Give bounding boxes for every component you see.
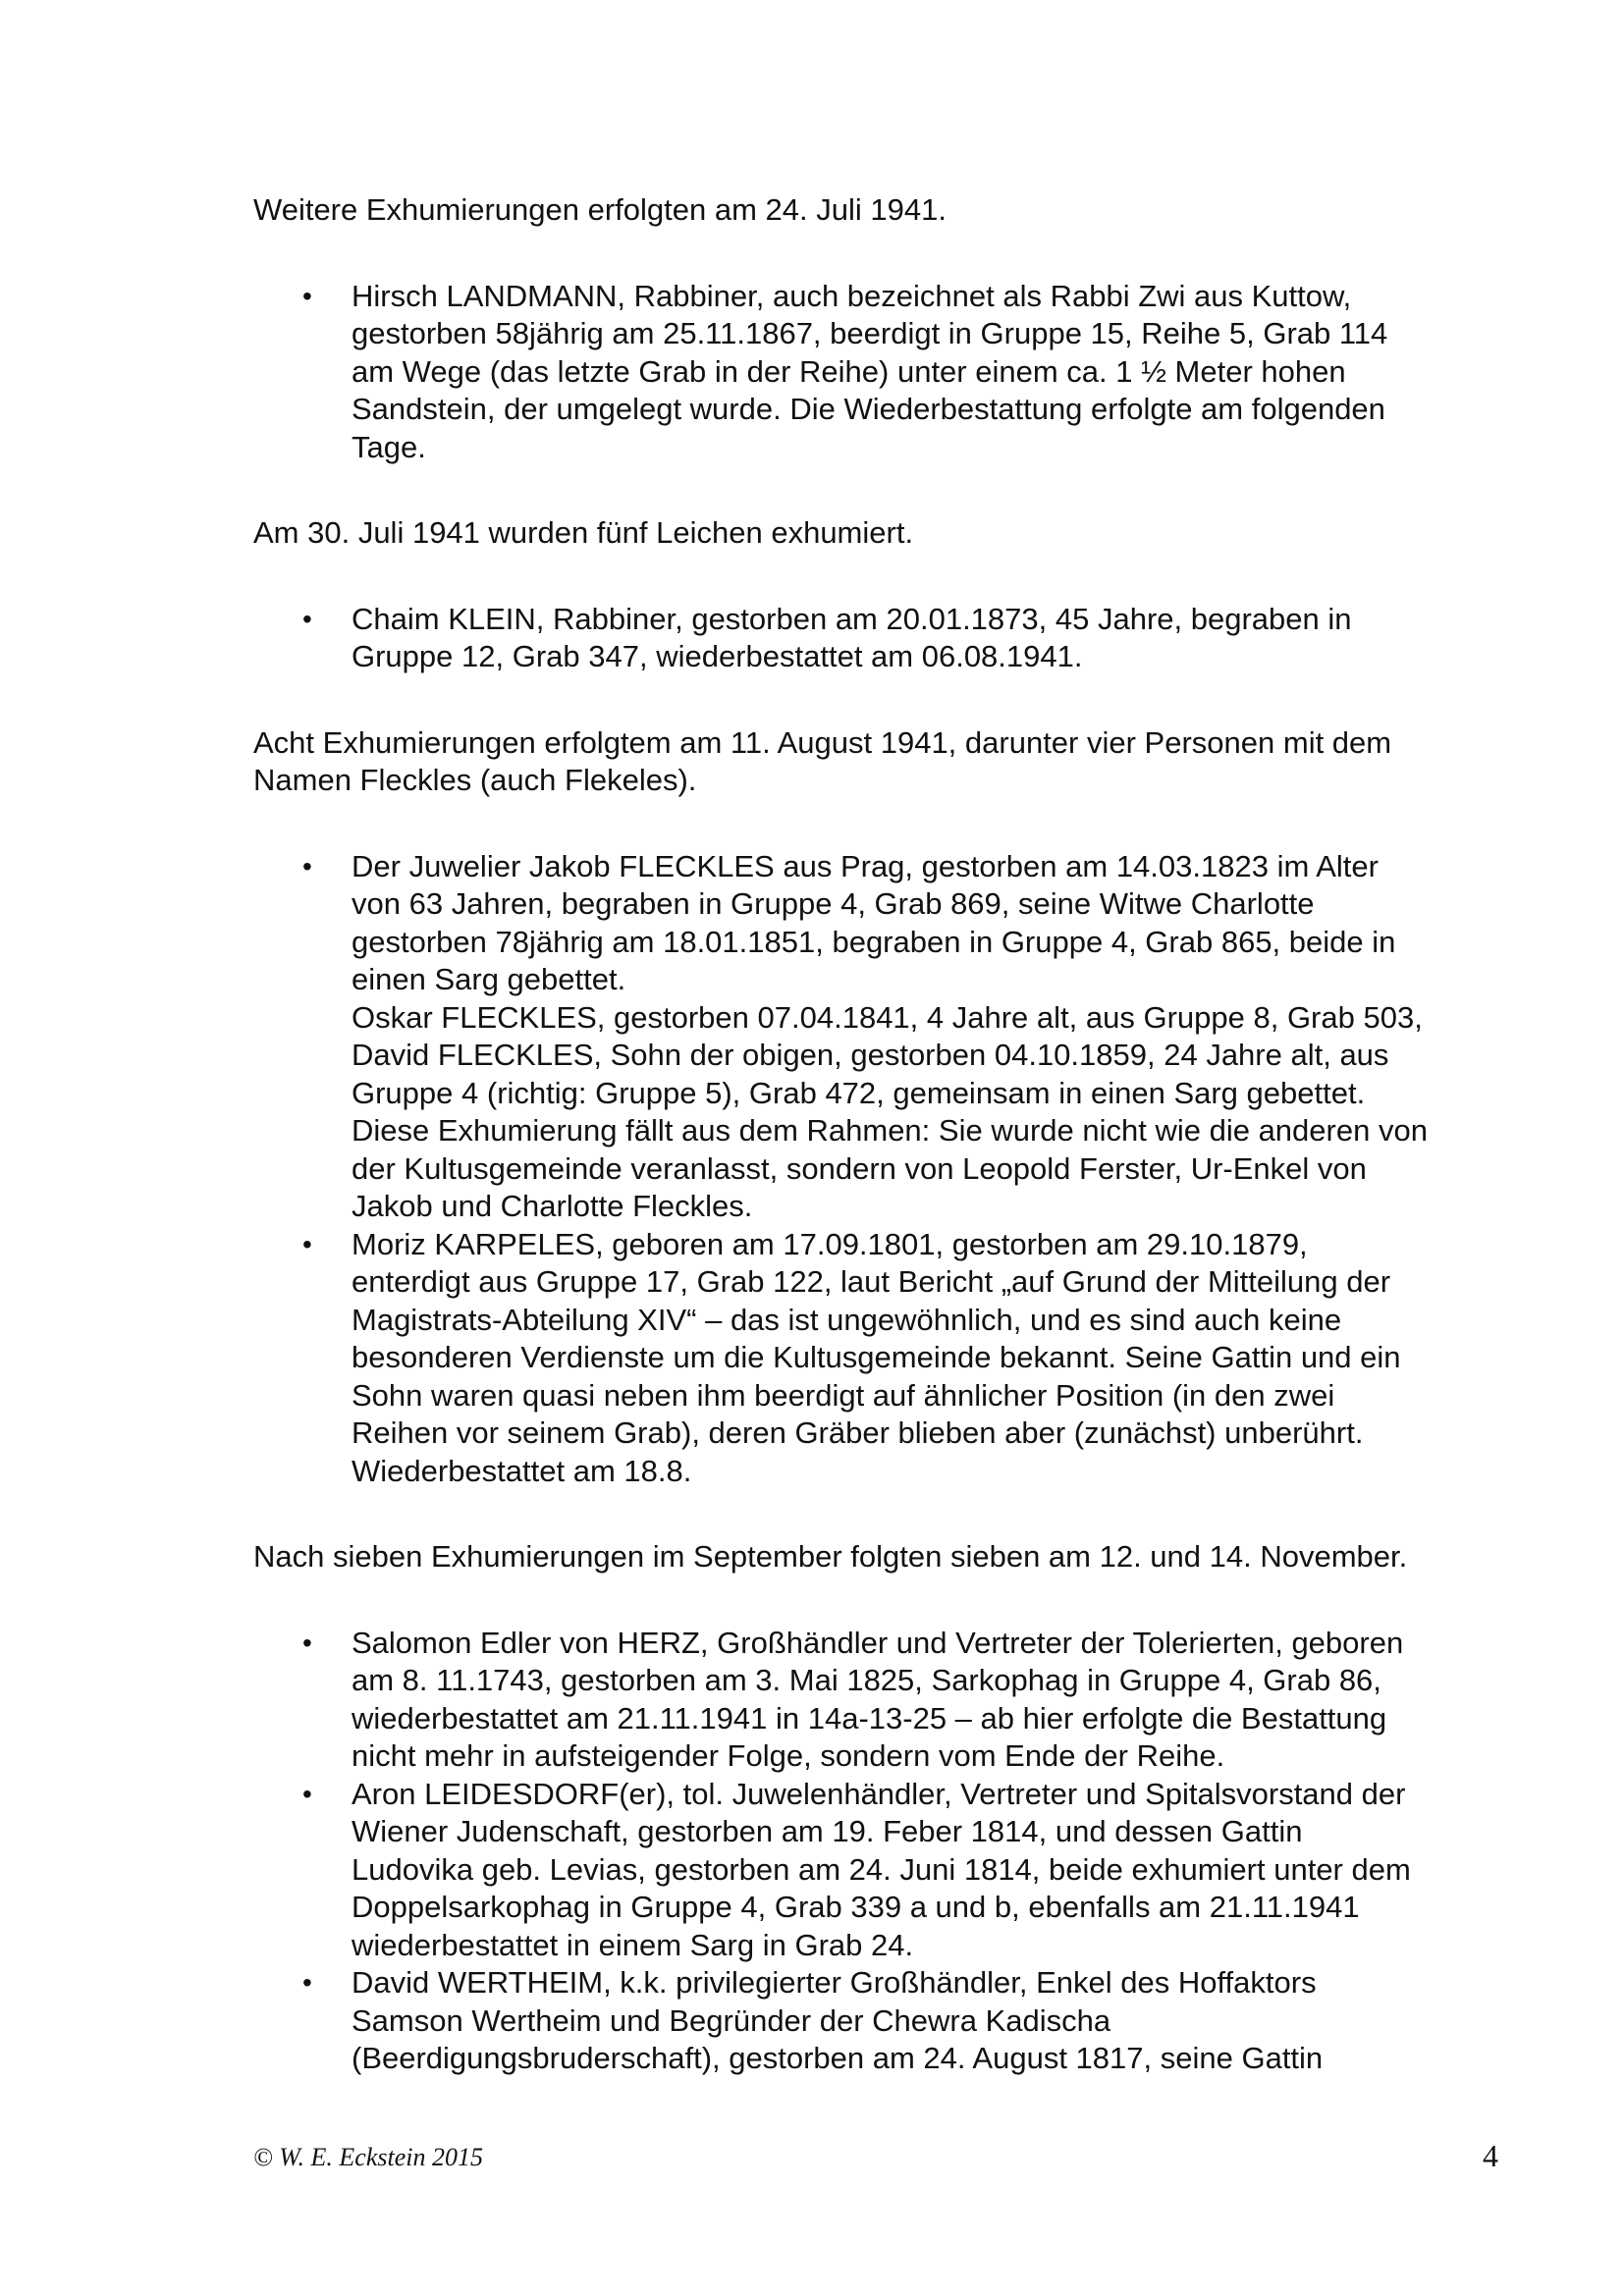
bullet-icon: •: [302, 850, 312, 881]
text-line: Diese Exhumierung fällt aus dem Rahmen: Sie wurde nicht wie die anderen von: [352, 1113, 1428, 1148]
bullet-list: [253, 278, 1520, 467]
text-line: Hirsch LANDMANN, Rabbiner, auch bezeichnet als Rabbi Zwi aus Kuttow,: [352, 278, 1352, 313]
bullet-icon: •: [302, 603, 312, 634]
bullet-list: [253, 1625, 1520, 2078]
text-line: besonderen Verdienste um die Kultusgemeinde bekannt. Seine Gattin und ein: [352, 1340, 1401, 1374]
text-line: wiederbestattet am 21.11.1941 in 14a-13-25 – ab hier erfolgte die Bestattung: [352, 1700, 1387, 1735]
text-line: Tage.: [352, 429, 426, 464]
paragraph: [253, 191, 1520, 230]
bullet-icon: •: [302, 1228, 312, 1259]
text-line: am Wege (das letzte Grab in der Reihe) unter einem ca. 1 ½ Meter hohen: [352, 353, 1346, 389]
text-line: Sohn waren quasi neben ihm beerdigt auf ähnlicher Position (in den zwei: [352, 1377, 1335, 1413]
footer-copyright: © W. E. Eckstein 2015: [253, 2143, 483, 2171]
list-item: [253, 601, 1520, 676]
text-line: Wiener Judenschaft, gestorben am 19. Feber 1814, und dessen Gattin: [352, 1814, 1303, 1848]
text-line: Chaim KLEIN, Rabbiner, gestorben am 20.01.1873, 45 Jahre, begraben in: [352, 601, 1352, 636]
text-line: David WERTHEIM, k.k. privilegierter Großhändler, Enkel des Hoffaktors: [352, 1965, 1317, 2000]
list-item: [253, 1226, 1520, 1491]
text-line: Samson Wertheim und Begründer der Chewra Kadischa: [352, 2002, 1111, 2038]
text-line: Gruppe 4 (richtig: Gruppe 5), Grab 472, gemeinsam in einen Sarg gebettet.: [352, 1075, 1366, 1110]
list-item: [253, 1776, 1520, 1965]
text-line: Jakob und Charlotte Fleckles.: [352, 1189, 753, 1223]
text-line: Wiederbestattet am 18.8.: [352, 1453, 692, 1488]
text-line: Ludovika geb. Levias, gestorben am 24. Juni 1814, beide exhumiert unter dem: [352, 1851, 1411, 1887]
text-line: Oskar FLECKLES, gestorben 07.04.1841, 4 Jahre alt, aus Gruppe 8, Grab 503,: [352, 999, 1423, 1035]
text-line: Doppelsarkophag in Gruppe 4, Grab 339 a und b, ebenfalls am 21.11.1941: [352, 1890, 1360, 1924]
text-line: von 63 Jahren, begraben in Gruppe 4, Grab 869, seine Witwe Charlotte: [352, 886, 1315, 921]
text-line: Am 30. Juli 1941 wurden fünf Leichen exhumiert.: [253, 515, 914, 550]
text-line: Gruppe 12, Grab 347, wiederbestattet am 06.08.1941.: [352, 639, 1083, 673]
paragraph: [253, 724, 1520, 800]
text-line: Sandstein, der umgelegt wurde. Die Wiederbestattung erfolgte am folgenden: [352, 392, 1385, 426]
text-line: Salomon Edler von HERZ, Großhändler und Vertreter der Tolerierten, geboren: [352, 1625, 1404, 1660]
text-line: der Kultusgemeinde veranlasst, sondern von Leopold Ferster, Ur-Enkel von: [352, 1150, 1367, 1186]
list-item: [253, 848, 1520, 1226]
text-line: Aron LEIDESDORF(er), tol. Juwelenhändler, Vertreter und Spitalsvorstand der: [352, 1776, 1406, 1811]
text-line: wiederbestattet in einem Sarg in Grab 24.: [352, 1927, 914, 1962]
document-body: [253, 191, 1520, 2078]
text-line: (Beerdigungsbruderschaft), gestorben am 24. August 1817, seine Gattin: [352, 2041, 1324, 2075]
text-line: Namen Fleckles (auch Flekeles).: [253, 763, 697, 797]
text-line: Reihen vor seinem Grab), deren Gräber blieben aber (zunächst) unberührt.: [352, 1415, 1364, 1450]
text-line: Weitere Exhumierungen erfolgten am 24. Juli 1941.: [253, 192, 947, 227]
bullet-icon: •: [302, 280, 312, 311]
text-line: Acht Exhumierungen erfolgtem am 11. August 1941, darunter vier Personen mit dem: [253, 724, 1392, 760]
text-line: am 8. 11.1743, gestorben am 3. Mai 1825, Sarkophag in Gruppe 4, Grab 86,: [352, 1663, 1381, 1697]
paragraph: [253, 514, 1520, 553]
bullet-list: [253, 601, 1520, 676]
text-line: einen Sarg gebettet.: [352, 962, 626, 996]
text-line: Der Juwelier Jakob FLECKLES aus Prag, gestorben am 14.03.1823 im Alter: [352, 848, 1379, 883]
list-item: [253, 1964, 1520, 2078]
text-line: David FLECKLES, Sohn der obigen, gestorben 04.10.1859, 24 Jahre alt, aus: [352, 1038, 1389, 1072]
page-number: 4: [1483, 2138, 1498, 2173]
list-item: [253, 1625, 1520, 1776]
text-line: gestorben 58jährig am 25.11.1867, beerdigt in Gruppe 15, Reihe 5, Grab 114: [352, 316, 1388, 350]
bullet-list: [253, 848, 1520, 1491]
text-line: Nach sieben Exhumierungen im September folgten sieben am 12. und 14. November.: [253, 1539, 1408, 1574]
text-line: Magistrats-Abteilung XIV“ – das ist ungewöhnlich, und es sind auch keine: [352, 1302, 1342, 1337]
paragraph: [253, 1538, 1520, 1576]
text-line: gestorben 78jährig am 18.01.1851, begraben in Gruppe 4, Grab 865, beide in: [352, 924, 1396, 959]
bullet-icon: •: [302, 1778, 312, 1809]
text-line: enterdigt aus Gruppe 17, Grab 122, laut Bericht „auf Grund der Mitteilung der: [352, 1264, 1391, 1299]
bullet-icon: •: [302, 1627, 312, 1658]
text-line: Moriz KARPELES, geboren am 17.09.1801, gestorben am 29.10.1879,: [352, 1226, 1308, 1261]
list-item: [253, 278, 1520, 467]
bullet-icon: •: [302, 1967, 312, 1998]
text-line: nicht mehr in aufsteigender Folge, sondern vom Ende der Reihe.: [352, 1738, 1225, 1773]
